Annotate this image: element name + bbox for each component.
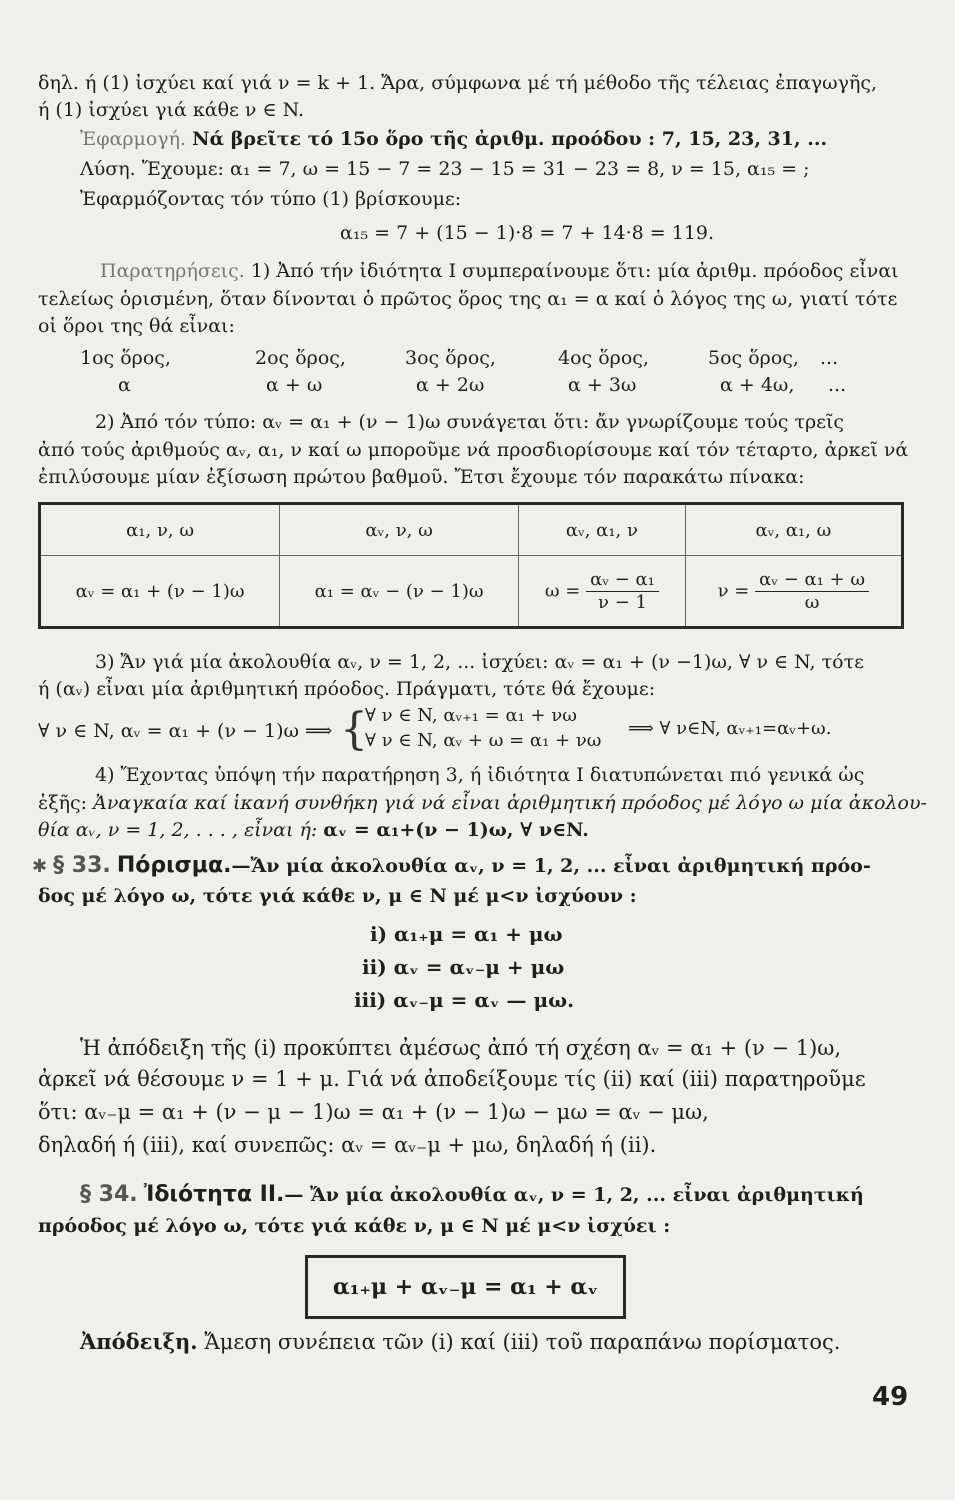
statement-intro: ἑξῆς: <box>38 792 88 814</box>
statement-line <box>38 790 927 816</box>
section-text: — Ἄν μία ἀκολουθία αᵥ, ν = 1, 2, ... εἶναι ἀριθμητική <box>284 1184 864 1206</box>
property-heading <box>80 1182 905 1208</box>
text-line: ἐπιλύσουμε μίαν ἐξίσωση πρώτου βαθμοῦ. Ἔτσι ἔχουμε τόν παρακάτω πίνακα: <box>38 466 805 488</box>
corollary-item: iii) αᵥ₋μ = αᵥ — μω. <box>354 988 575 1012</box>
section-text: δος μέ λόγο ω, τότε γιά κάθε ν, μ ∈ N μέ μ<ν ἰσχύουν : <box>38 885 637 907</box>
section-title: Πόρισμα. <box>116 853 232 878</box>
term-value: α + 4ω, <box>720 374 795 396</box>
application-line <box>80 126 905 152</box>
term-name: 3ος ὅρος, <box>405 347 496 369</box>
page-number: 49 <box>872 1382 909 1412</box>
statement-text: θία αᵥ, ν = 1, 2, . . . , εἶναι ή: <box>38 819 318 841</box>
statement-line <box>38 817 905 843</box>
statement-text: Ἀναγκαία καί ἱκανή συνθήκη γιά νά εἶναι ἀριθμητική πρόοδος μέ λόγο ω μία ἀκολου- <box>93 792 927 814</box>
text-line: δηλαδή ή (iii), καί συνεπῶς: αᵥ = αᵥ₋μ + μω, δηλαδή ή (ii). <box>38 1133 657 1157</box>
fraction-numerator: αᵥ − α₁ + ω <box>755 569 869 592</box>
formula-line: α₁₅ = 7 + (15 − 1)·8 = 7 + 14·8 = 119. <box>340 222 715 244</box>
fraction-lhs: ω = <box>544 580 581 601</box>
section-number: § 33. <box>53 853 111 878</box>
text-line: ή (αᵥ) εἶναι μία ἀριθμητική πρόοδος. Πράγματι, τότε θά ἔχουμε: <box>38 678 656 700</box>
corollary-item: i) α₁₊μ = α₁ + μω <box>370 922 563 946</box>
term-name: 4ος ὅρος, <box>558 347 649 369</box>
text-line: 4) Ἔχοντας ὑπόψη τήν παρατήρηση 3, ή ἰδιότητα I διατυπώνεται πιό γενικά ὡς <box>95 764 865 786</box>
application-label: Ἐφαρμογή. <box>80 128 187 150</box>
proof-text: Ἄμεση συνέπεια τῶν (i) καί (iii) τοῦ παραπάνω πορίσματος. <box>204 1330 841 1354</box>
table-header: αᵥ, ν, ω <box>280 504 519 556</box>
fraction-lhs: ν = <box>717 580 750 601</box>
text-line: δηλ. ή (1) ἰσχύει καί γιά ν = k + 1. Ἄρα, σύμφωνα μέ τή μέθοδο τῆς τέλειας ἐπαγωγῆς, <box>38 72 878 94</box>
section-text: πρόοδος μέ λόγο ω, τότε γιά κάθε ν, μ ∈ N μέ μ<ν ἰσχύει : <box>38 1215 671 1237</box>
proof-label: Ἀπόδειξη. <box>80 1329 198 1354</box>
term-value: α + ω <box>266 374 323 396</box>
fraction-denominator: ω <box>804 591 820 613</box>
term-value: α <box>118 374 131 396</box>
table-cell: αᵥ = α₁ + (ν − 1)ω <box>40 556 280 628</box>
term-name: ... <box>820 347 839 369</box>
section-number: § 34. <box>80 1182 138 1207</box>
remarks-line <box>100 258 905 284</box>
table-cell <box>519 556 686 628</box>
table-cell <box>685 556 902 628</box>
table-header: α₁, ν, ω <box>40 504 280 556</box>
statement-formula: αᵥ = α₁+(ν − 1)ω, ∀ ν∈N. <box>323 819 589 841</box>
text-line: οἱ ὅροι της θά εἶναι: <box>38 315 235 337</box>
text-line: 3) Ἄν γιά μία ἀκολουθία αᵥ, ν = 1, 2, ... ἰσχύει: αᵥ = α₁ + (ν −1)ω, ∀ ν ∈ N, τότε <box>95 651 864 673</box>
section-title: Ἰδιότητα II. <box>143 1182 285 1207</box>
fraction-denominator: ν − 1 <box>598 591 647 613</box>
text-line: Ἡ ἀπόδειξη τῆς (i) προκύπτει ἀμέσως ἀπό τή σχέση αᵥ = α₁ + (ν − 1)ω, <box>80 1036 842 1060</box>
term-value: ... <box>828 374 847 396</box>
corollary-heading <box>32 853 905 880</box>
remarks-label: Παρατηρήσεις. <box>100 260 245 282</box>
implication-rhs: ⟹ ∀ ν∈N, αᵥ₊₁=αᵥ+ω. <box>628 718 832 739</box>
table-header: αᵥ, α₁, ν <box>519 504 686 556</box>
fraction <box>755 569 869 614</box>
implication-lhs: ∀ ν ∈ N, αᵥ = α₁ + (ν − 1)ω ⟹ <box>38 720 333 742</box>
star-icon: ✱ <box>32 856 48 877</box>
text-line: Ἐφαρμόζοντας τόν τύπο (1) βρίσκουμε: <box>80 188 462 210</box>
text-line: ἀρκεῖ νά θέσουμε ν = 1 + μ. Γιά νά ἀποδείξουμε τίς (ii) καί (iii) παρατηροῦμε <box>38 1067 866 1091</box>
implication-brace: { <box>340 704 368 755</box>
formula-table <box>38 502 904 629</box>
text-line: ἀπό τούς ἀριθμούς αᵥ, α₁, ν καί ω μποροῦμε νά προσδιορίσουμε καί τόν τέταρτο, ἀρκεῖ νά <box>38 439 909 461</box>
corollary-item: ii) αᵥ = αᵥ₋μ + μω <box>362 955 565 979</box>
text-line: ὅτι: αᵥ₋μ = α₁ + (ν − μ − 1)ω = α₁ + (ν − 1)ω − μω = αᵥ − μω, <box>38 1100 709 1124</box>
table-cell: α₁ = αᵥ − (ν − 1)ω <box>280 556 519 628</box>
fraction-numerator: αᵥ − α₁ <box>586 569 659 592</box>
term-name: 1ος ὅρος, <box>80 347 171 369</box>
implication-case: ∀ ν ∈ N, αᵥ + ω = α₁ + νω <box>365 730 602 751</box>
proof-line <box>80 1329 905 1355</box>
term-name: 5ος ὅρος, <box>708 347 799 369</box>
application-text: Νά βρεῖτε τό 15ο ὅρο τῆς ἀριθμ. προόδου : 7, 15, 23, 31, ... <box>192 128 828 150</box>
text-line: τελείως ὁρισμένη, ὅταν δίνονται ὁ πρῶτος ὅρος της α₁ = α καί ὁ λόγος της ω, γιατί τότε <box>38 288 898 310</box>
text-line: ή (1) ἰσχύει γιά κάθε ν ∈ N. <box>38 99 305 121</box>
term-value: α + 3ω <box>568 374 637 396</box>
section-text: —Ἄν μία ἀκολουθία αᵥ, ν = 1, 2, ... εἶναι ἀριθμητική πρόο- <box>231 855 871 877</box>
implication-case: ∀ ν ∈ N, αᵥ₊₁ = α₁ + νω <box>365 705 577 726</box>
text-line: 2) Ἀπό τόν τύπο: αᵥ = α₁ + (ν − 1)ω συνάγεται ὅτι: ἄν γνωρίζουμε τούς τρεῖς <box>95 411 845 433</box>
term-name: 2ος ὅρος, <box>255 347 346 369</box>
table-header: αᵥ, α₁, ω <box>685 504 902 556</box>
term-value: α + 2ω <box>416 374 485 396</box>
boxed-formula: α₁₊μ + αᵥ₋μ = α₁ + αᵥ <box>305 1255 626 1319</box>
remarks-text: 1) Ἀπό τήν ἰδιότητα I συμπεραίνουμε ὅτι: μία ἀριθμ. πρόοδος εἶναι <box>250 260 899 282</box>
solution-line: Λύση. Ἔχουμε: α₁ = 7, ω = 15 − 7 = 23 − 15 = 31 − 23 = 8, ν = 15, α₁₅ = ; <box>80 158 810 180</box>
fraction <box>586 569 659 614</box>
